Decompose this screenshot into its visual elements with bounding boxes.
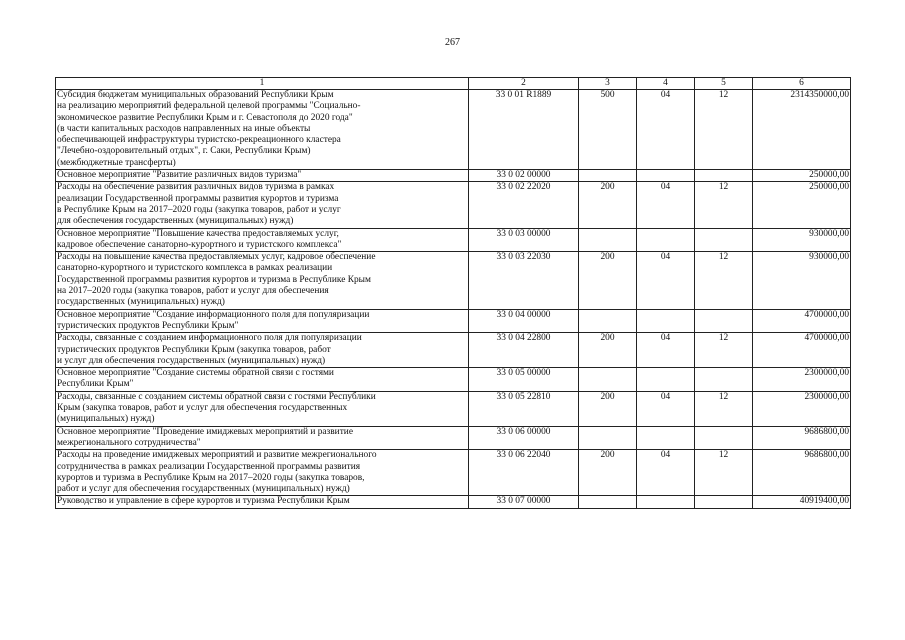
row-name: Расходы на повышение качества предоставляемых услуг, кадровое обеспечение санаторно-курортного и туристского комплекса в рамках реализации Государственной программы развития курортов и туризма в Республике Крым на 2017–2020 годы (закупка товаров, работ и услуг для обеспечения государственных (муниципальных) нужд) xyxy=(56,252,469,309)
row-name: Основное мероприятие "Создание информационного поля для популяризации туристических продуктов Республики Крым" xyxy=(56,309,469,333)
row-section: 04 xyxy=(637,450,695,496)
table-row xyxy=(56,426,851,450)
column-header-4: 4 xyxy=(637,78,695,90)
row-subsection: 12 xyxy=(695,182,753,228)
row-section xyxy=(637,309,695,333)
row-expense-type xyxy=(579,170,637,182)
row-name: Основное мероприятие "Повышение качества предоставляемых услуг, кадровое обеспечение санаторно-курортного и туристского комплекса" xyxy=(56,228,469,252)
row-expense-type xyxy=(579,496,637,508)
row-expense-type xyxy=(579,228,637,252)
column-header-5: 5 xyxy=(695,78,753,90)
table-row xyxy=(56,368,851,392)
row-amount: 9686800,00 xyxy=(753,426,851,450)
row-code: 33 0 02 22020 xyxy=(469,182,579,228)
column-header-1: 1 xyxy=(56,78,469,90)
column-header-2: 2 xyxy=(469,78,579,90)
row-name: Расходы, связанные с созданием информационного поля для популяризации туристических продуктов Республики Крым (закупка товаров, работ и услуг для обеспечения государственных (муниципальных) нужд) xyxy=(56,333,469,368)
row-code: 33 0 04 22800 xyxy=(469,333,579,368)
page-number: 267 xyxy=(445,37,460,48)
row-subsection xyxy=(695,170,753,182)
row-amount: 250000,00 xyxy=(753,182,851,228)
row-code: 33 0 06 00000 xyxy=(469,426,579,450)
row-subsection: 12 xyxy=(695,90,753,170)
row-code: 33 0 04 00000 xyxy=(469,309,579,333)
row-code: 33 0 01 R1889 xyxy=(469,90,579,170)
row-expense-type xyxy=(579,309,637,333)
row-section: 04 xyxy=(637,333,695,368)
row-code: 33 0 07 00000 xyxy=(469,496,579,508)
row-subsection xyxy=(695,368,753,392)
row-amount: 930000,00 xyxy=(753,228,851,252)
row-subsection xyxy=(695,228,753,252)
row-expense-type: 200 xyxy=(579,450,637,496)
row-name: Расходы, связанные с созданием системы обратной связи с гостями Республики Крым (закупка товаров, работ и услуг для обеспечения государственных (муниципальных) нужд) xyxy=(56,391,469,426)
row-expense-type: 200 xyxy=(579,333,637,368)
row-subsection xyxy=(695,309,753,333)
row-name: Основное мероприятие "Развитие различных видов туризма" xyxy=(56,170,469,182)
row-amount: 250000,00 xyxy=(753,170,851,182)
table-row xyxy=(56,333,851,368)
row-expense-type: 200 xyxy=(579,252,637,309)
column-header-3: 3 xyxy=(579,78,637,90)
row-expense-type xyxy=(579,368,637,392)
row-expense-type xyxy=(579,426,637,450)
row-section xyxy=(637,170,695,182)
row-subsection: 12 xyxy=(695,333,753,368)
row-name: Расходы на обеспечение развития различных видов туризма в рамках реализации Государственной программы развития курортов и туризма в Республике Крым на 2017–2020 годы (закупка товаров, работ и услуг для обеспечения государственных (муниципальных) нужд) xyxy=(56,182,469,228)
row-amount: 4700000,00 xyxy=(753,309,851,333)
row-code: 33 0 03 22030 xyxy=(469,252,579,309)
row-amount: 2300000,00 xyxy=(753,391,851,426)
budget-table xyxy=(55,77,851,509)
row-code: 33 0 03 00000 xyxy=(469,228,579,252)
row-amount: 930000,00 xyxy=(753,252,851,309)
row-section xyxy=(637,426,695,450)
row-amount: 40919400,00 xyxy=(753,496,851,508)
row-name: Основное мероприятие "Проведение имиджевых мероприятий и развитие межрегионального сотрудничества" xyxy=(56,426,469,450)
table-row xyxy=(56,391,851,426)
table-row xyxy=(56,182,851,228)
table-row xyxy=(56,170,851,182)
row-subsection: 12 xyxy=(695,391,753,426)
row-amount: 4700000,00 xyxy=(753,333,851,368)
row-subsection: 12 xyxy=(695,450,753,496)
row-subsection: 12 xyxy=(695,252,753,309)
row-amount: 9686800,00 xyxy=(753,450,851,496)
row-section: 04 xyxy=(637,391,695,426)
row-section: 04 xyxy=(637,252,695,309)
table-row xyxy=(56,228,851,252)
row-expense-type: 500 xyxy=(579,90,637,170)
row-code: 33 0 02 00000 xyxy=(469,170,579,182)
row-name: Субсидия бюджетам муниципальных образований Республики Крым на реализацию мероприятий федеральной целевой программы "Социально- экономическое развитие Республики Крым и г. Севастополя до 2020 года" (в части капитальных расходов направленных на иные объекты обеспечивающей инфраструктуры туристско-рекреационного кластера "Лечебно-оздоровительный отдых", г. Саки, Республики Крым) (межбюджетные трансферты) xyxy=(56,90,469,170)
row-name: Руководство и управление в сфере курортов и туризма Республики Крым xyxy=(56,496,469,508)
row-section: 04 xyxy=(637,90,695,170)
row-name: Основное мероприятие "Создание системы обратной связи с гостями Республики Крым" xyxy=(56,368,469,392)
row-code: 33 0 05 00000 xyxy=(469,368,579,392)
row-section: 04 xyxy=(637,182,695,228)
row-section xyxy=(637,228,695,252)
row-amount: 2300000,00 xyxy=(753,368,851,392)
row-code: 33 0 06 22040 xyxy=(469,450,579,496)
header-row xyxy=(56,78,851,90)
column-header-6: 6 xyxy=(753,78,851,90)
table-row xyxy=(56,309,851,333)
row-section xyxy=(637,368,695,392)
table-row xyxy=(56,450,851,496)
row-subsection xyxy=(695,496,753,508)
table-row xyxy=(56,496,851,508)
table-row xyxy=(56,90,851,170)
row-expense-type: 200 xyxy=(579,182,637,228)
row-subsection xyxy=(695,426,753,450)
row-expense-type: 200 xyxy=(579,391,637,426)
row-amount: 2314350000,00 xyxy=(753,90,851,170)
table-row xyxy=(56,252,851,309)
row-code: 33 0 05 22810 xyxy=(469,391,579,426)
row-section xyxy=(637,496,695,508)
row-name: Расходы на проведение имиджевых мероприятий и развитие межрегионального сотрудничества в рамках реализации Государственной программы развития курортов и туризма в Республике Крым на 2017–2020 годы (закупка товаров, работ и услуг для обеспечения государственных (муниципальных) нужд) xyxy=(56,450,469,496)
